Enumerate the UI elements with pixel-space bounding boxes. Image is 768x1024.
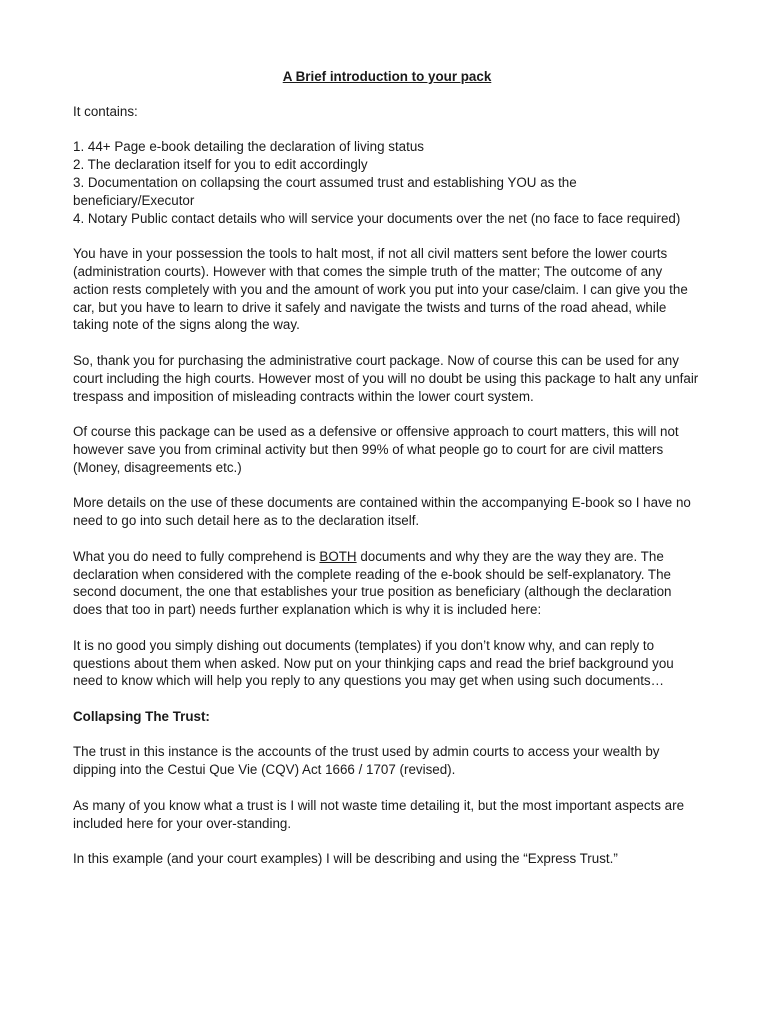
paragraph-trust-aspects: As many of you know what a trust is I will not waste time detailing it, but the most important aspects are included here for your over-standing.	[73, 797, 685, 831]
list-item: 1. 44+ Page e-book detailing the declaration of living status	[73, 139, 424, 155]
paragraph-ebook: More details on the use of these documents are contained within the accompanying E-book so I have no need to go into such detail here as to the declaration itself.	[73, 495, 691, 529]
paragraph-thanks: So, thank you for purchasing the administrative court package. Now of course this can be used for any court including the high courts. However most of you will no doubt be using this package to halt any unfair trespass and imposition of misleading contracts within the lower court system.	[73, 352, 699, 404]
paragraph-tools: You have in your possession the tools to halt most, if not all civil matters sent before the lower courts (administration courts). However with that comes the simple truth of the matter; The outcome of any action rests completely with you and the amount of work you put into your case/claim. I can give you the car, but you have to learn to drive it safely and navigate the twists and turns of the road ahead, while taking note of the signs along the way.	[73, 246, 688, 333]
document-title: A Brief introduction to your pack	[282, 69, 492, 84]
section-heading: Collapsing The Trust:	[73, 708, 210, 724]
both-text-before: What you do need to fully comprehend is	[73, 548, 320, 564]
paragraph-trust-instance: The trust in this instance is the accounts of the trust used by admin courts to access your wealth by dipping into the Cestui Que Vie (CQV) Act 1666 / 1707 (revised).	[73, 744, 660, 778]
list-item: 4. Notary Public contact details who will service your documents over the net (no face to face required)	[73, 210, 681, 226]
paragraph-express-trust: In this example (and your court examples) I will be describing and using the “Express Trust.”	[73, 851, 618, 867]
both-text-after: documents and why they are the way they are. The declaration when considered with the complete reading of the e-book should be self-explanatory. The second document, the one that establishes your true position as beneficiary (although the declaration does that too in part) needs further explanation which is why it is included here:	[73, 548, 672, 618]
contents-list	[73, 138, 701, 227]
both-underlined: BOTH	[319, 548, 357, 564]
list-item: 3. Documentation on collapsing the court assumed trust and establishing YOU as the beneficiary/Executor	[73, 174, 577, 208]
list-item: 2. The declaration itself for you to edit accordingly	[73, 157, 368, 173]
document-page	[73, 68, 701, 886]
paragraph-templates: It is no good you simply dishing out documents (templates) if you don’t know why, and can reply to questions about them when asked. Now put on your thinkjing caps and read the brief background you need to know which will help you reply to any questions you may get when using such documents…	[73, 637, 674, 689]
paragraph-both-documents	[73, 548, 701, 619]
intro-line: It contains:	[73, 103, 138, 119]
paragraph-defensive: Of course this package can be used as a defensive or offensive approach to court matters, this will not however save you from criminal activity but then 99% of what people go to court for are civil matters (Money, disagreements etc.)	[73, 424, 679, 475]
